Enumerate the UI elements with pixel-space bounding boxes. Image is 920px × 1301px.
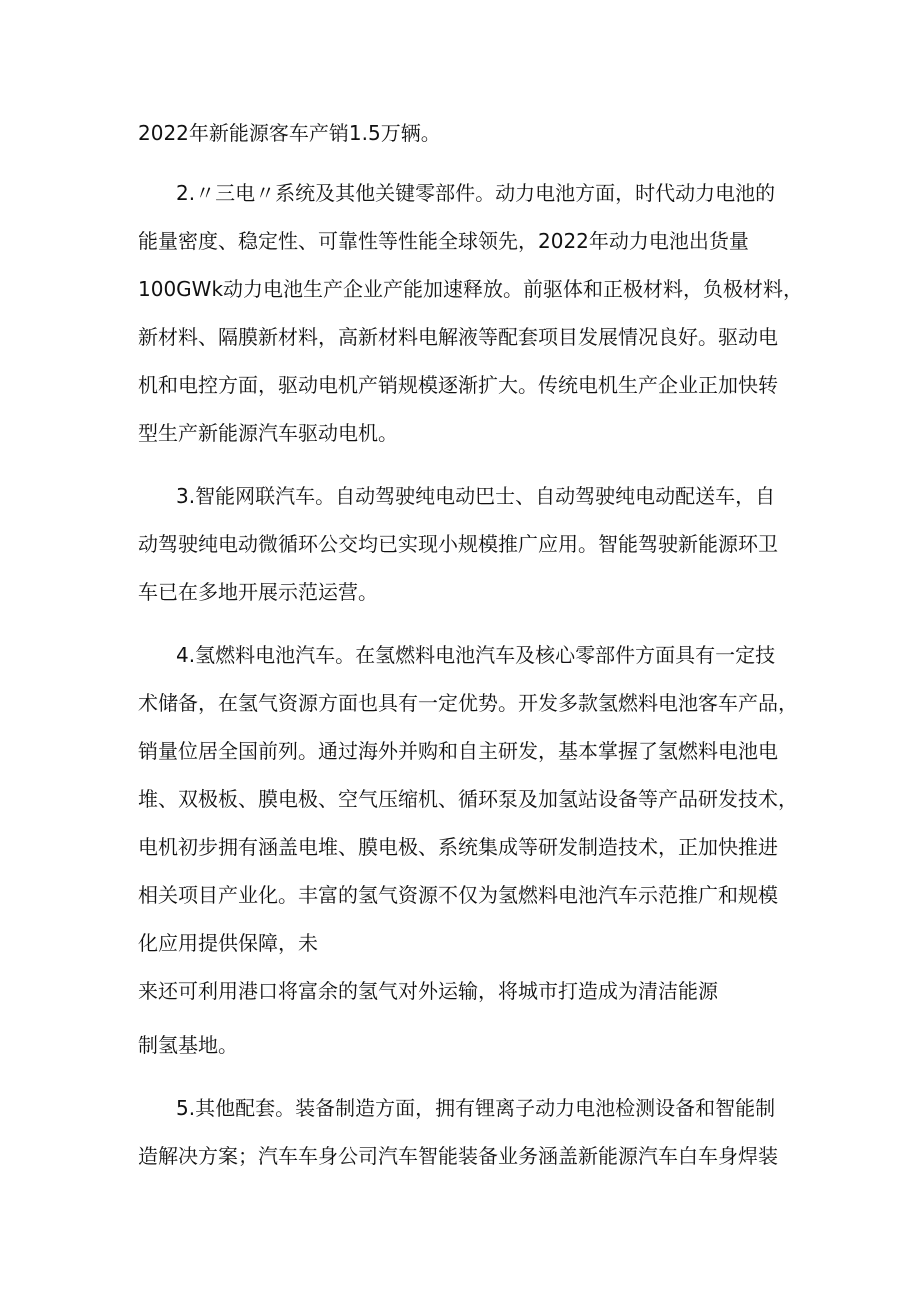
text-line-3: 能量密度、稳定性、可靠性等性能全球领先，2022年动力电池出货量 [138,229,749,253]
text-line-17: 化应用提供保障，未 [138,931,318,955]
text-line-10: 车已在多地开展示范运营。 [138,580,378,604]
text-line-12: 术储备，在氢气资源方面也具有一定优势。开发多款氢燃料电池客车产品， [138,691,798,715]
text-line-7: 型生产新能源汽车驱动电机。 [138,421,398,445]
text-line-19: 制氢基地。 [138,1033,238,1057]
text-line-8: 3.智能网联汽车。自动驾驶纯电动巴士、自动驾驶纯电动配送车，自 [176,484,776,508]
text-line-9: 动驾驶纯电动微循环公交均已实现小规模推广应用。智能驾驶新能源环卫 [138,532,778,556]
text-line-4: 100GWk动力电池生产企业产能加速释放。前驱体和正极材料，负极材料， [138,277,804,301]
text-line-2: 2.〃三电〃系统及其他关键零部件。动力电池方面，时代动力电池的 [176,181,776,205]
text-line-15: 电机初步拥有涵盖电堆、膜电极、系统集成等研发制造技术，正加快推进 [138,835,778,859]
text-line-1: 2022年新能源客车产销1.5万辆。 [138,121,441,145]
text-line-20: 5.其他配套。装备制造方面，拥有锂离子动力电池检测设备和智能制 [176,1096,776,1120]
text-line-18: 来还可利用港口将富余的氢气对外运输，将城市打造成为清洁能源 [138,979,718,1003]
text-line-6: 机和电控方面，驱动电机产销规模逐渐扩大。传统电机生产企业正加快转 [138,373,778,397]
text-line-14: 堆、双极板、膜电极、空气压缩机、循环泵及加氢站设备等产品研发技术， [138,787,798,811]
text-line-11: 4.氢燃料电池汽车。在氢燃料电池汽车及核心零部件方面具有一定技 [176,643,776,667]
text-line-16: 相关项目产业化。丰富的氢气资源不仅为氢燃料电池汽车示范推广和规模 [138,883,778,907]
text-line-21: 造解决方案；汽车车身公司汽车智能装备业务涵盖新能源汽车白车身焊装 [138,1144,778,1168]
text-line-5: 新材料、隔膜新材料，高新材料电解液等配套项目发展情况良好。驱动电 [138,325,778,349]
text-line-13: 销量位居全国前列。通过海外并购和自主研发，基本掌握了氢燃料电池电 [138,739,778,763]
